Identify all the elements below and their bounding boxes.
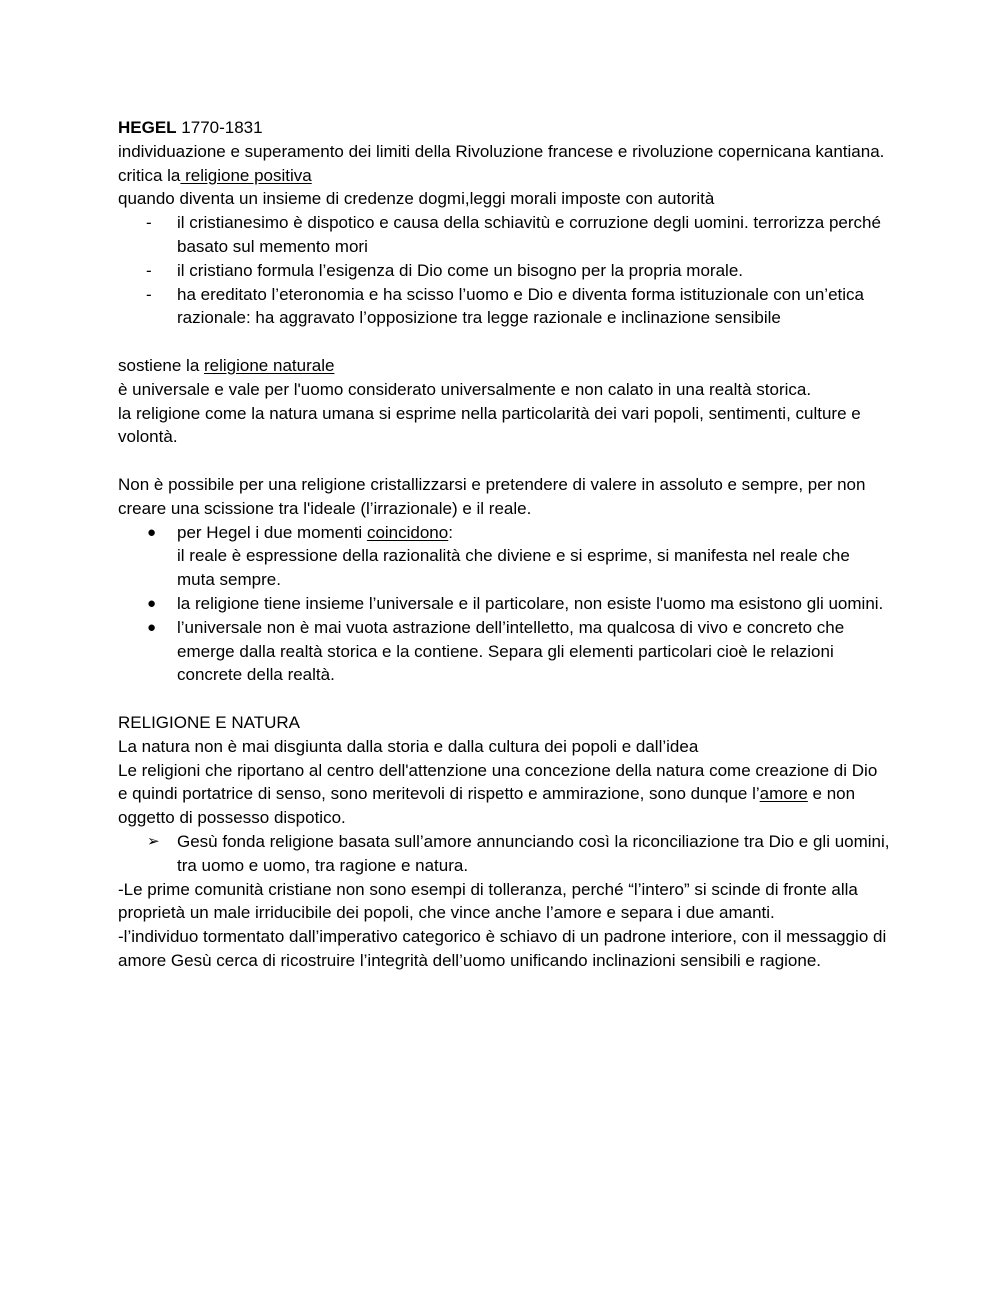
bullet1-continuation: il reale è espressione della razionalità che diviene e si esprime, si manifesta nel reale che muta sempre. — [177, 546, 850, 590]
critica-line — [118, 164, 890, 188]
bullet-marker: ● — [147, 523, 157, 541]
title-dates: 1770-1831 — [176, 118, 263, 137]
critica-prefix: critica la — [118, 165, 181, 185]
individuo-paragraph: -l’individuo tormentato dall’imperativo categorico è schiavo di un padrone interiore, con il messaggio di amore Gesù cerca di ricostruire l’integrità dell’uomo unificando inclinazioni sensibili e ragione. — [118, 927, 887, 970]
list-item-text: il cristiano formula l’esigenza di Dio come un bisogno per la propria morale. — [177, 260, 743, 280]
list-item-text: il cristianesimo è dispotico e causa della schiavitù e corruzione degli uomini. terrorizza perché basato sul memento mori — [177, 213, 881, 256]
dash-marker: - — [146, 284, 152, 304]
list-item — [118, 211, 890, 259]
list-item-text: ha ereditato l’eteronomia e ha scisso l’uomo e Dio e diventa forma istituzionale con un’etica razionale: ha aggravato l’opposizione tra legge razionale e inclinazione sensibile — [177, 284, 864, 328]
list-item-text: Gesù fonda religione basata sull’amore annunciando così la riconciliazione tra Dio e gli uomini, tra uomo e uomo, tra ragione e natura. — [177, 831, 890, 875]
title-line — [118, 116, 890, 140]
blank-line — [118, 330, 890, 354]
dash-marker: - — [146, 260, 152, 280]
list-item-text: l’universale non è mai vuota astrazione dell’intelletto, ma qualcosa di vivo e concreto che emerge dalla realtà storica e la contiene. Separa gli elementi particolari cioè le relazioni concrete della realtà. — [177, 617, 845, 685]
dash-marker: - — [146, 213, 152, 233]
bullet-marker: ● — [147, 594, 157, 612]
religione-naturale-term: religione naturale — [204, 355, 335, 375]
sostiene-line — [118, 354, 890, 378]
naturale-line-1: è universale e vale per l'uomo considerato universalmente e non calato in una realtà storica. — [118, 379, 812, 399]
religioni-text: Le religioni che riportano al centro dell'attenzione una concezione della natura come creazione di Dio e quindi portatrice di senso, sono meritevoli di rispetto e ammirazione, sono dunque l’ — [118, 760, 878, 804]
religione-positiva-term: religione positiva — [180, 165, 312, 185]
non-possibile-paragraph: Non è possibile per una religione cristallizzarsi e pretendere di valere in assoluto e sempre, per non creare una scissione tra l'ideale (l’irrazionale) e il reale. — [118, 474, 866, 518]
amore-term: amore — [759, 784, 808, 804]
comunita-paragraph: -Le prime comunità cristiane non sono esempi di tolleranza, perché “l’intero” si scinde di fronte alla proprietà un male irriducibile dei popoli, che vince anche l’amore e separa i due amanti. — [118, 879, 858, 923]
positiva-points-list — [118, 211, 890, 330]
arrow-list — [118, 830, 890, 878]
bullet1-prefix: per Hegel i due momenti — [177, 522, 367, 542]
religioni-suffix: e non oggetto di possesso dispotico. — [118, 784, 856, 828]
list-item — [118, 283, 890, 331]
document-page — [118, 116, 890, 973]
naturale-line-2: la religione come la natura umana si esprime nella particolarità dei vari popoli, sentimenti, culture e volontà. — [118, 403, 861, 447]
bullet-marker: ● — [147, 618, 157, 636]
blank-line — [118, 687, 890, 711]
section-heading: RELIGIONE E NATURA — [118, 712, 300, 732]
list-item — [118, 830, 890, 878]
intro-paragraph: individuazione e superamento dei limiti della Rivoluzione francese e rivoluzione copernicana kantiana. — [118, 141, 885, 161]
hegel-bullets-list — [118, 521, 890, 688]
bullet1-suffix: : — [448, 522, 453, 542]
natura-line: La natura non è mai disgiunta dalla storia e dalla cultura dei popoli e dall’idea — [118, 736, 699, 756]
list-item — [118, 616, 890, 687]
blank-line — [118, 449, 890, 473]
list-item-text: la religione tiene insieme l’universale e il particolare, non esiste l'uomo ma esistono gli uomini. — [177, 593, 884, 613]
list-item — [118, 521, 890, 592]
arrow-marker-icon: ➢ — [147, 832, 160, 850]
positiva-definition: quando diventa un insieme di credenze dogmi,leggi morali imposte con autorità — [118, 189, 715, 209]
sostiene-prefix: sostiene la — [118, 355, 204, 375]
title-name: HEGEL — [118, 118, 177, 137]
list-item — [118, 259, 890, 283]
list-item — [118, 592, 890, 616]
religioni-paragraph — [118, 759, 890, 830]
coincidono-term: coincidono — [366, 522, 449, 542]
